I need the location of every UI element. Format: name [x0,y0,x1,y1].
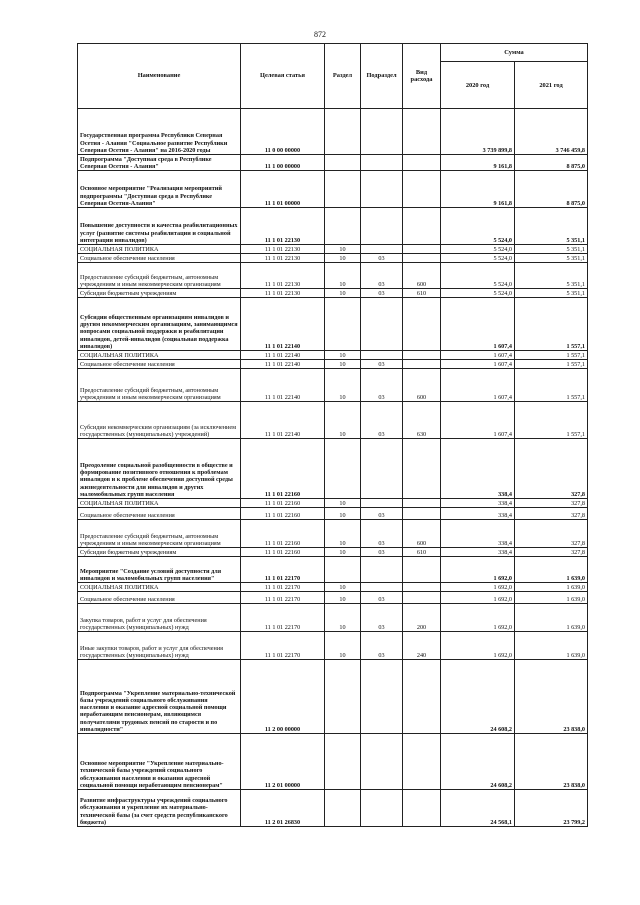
row-section [325,155,361,171]
header-year-2021: 2021 год [515,62,588,109]
row-sum-2021: 1 557,1 [515,360,588,369]
row-section [325,660,361,734]
row-target-article: 11 1 01 22140 [241,351,325,360]
row-target-article: 11 0 00 00000 [241,109,325,155]
row-name: Государственная программа Республики Северная Осетия - Алания "Социальное развитие Республики Северная Осетия - Алания" на 2016-2020 годы [78,109,241,155]
row-name: Основное мероприятие "Реализация мероприятий подпрограммы "Доступная среда в Республике Северная Осетия-Алания" [78,171,241,208]
row-sum-2020: 5 524,0 [441,245,515,254]
row-section: 10 [325,592,361,604]
row-sum-2021: 5 351,1 [515,245,588,254]
row-name: СОЦИАЛЬНАЯ ПОЛИТИКА [78,245,241,254]
row-name: Повышение доступности и качества реабилитационных услуг (развитие системы реабилитации и социальной интеграции инвалидов) [78,208,241,245]
row-name: Мероприятие "Создание условий доступности для инвалидов и маломобильных групп населения" [78,557,241,583]
row-name: Развитие инфраструктуры учреждений социального обслуживания и укрепление их материально-технической базы (за счет средств республиканского бюджета) [78,790,241,827]
row-name: Субсидии некоммерческим организациям (за исключением государственных (муниципальных) учреждений) [78,402,241,439]
row-sum-2020: 338,4 [441,499,515,508]
row-subsection [361,557,403,583]
row-sum-2021: 1 557,1 [515,351,588,360]
row-subsection [361,583,403,592]
row-sum-2020: 24 568,1 [441,790,515,827]
row-subsection: 03 [361,592,403,604]
row-sum-2021: 1 639,0 [515,557,588,583]
row-sum-2020: 1 692,0 [441,632,515,660]
row-name: Социальное обеспечение населения [78,254,241,263]
table-row [78,583,588,592]
row-expense-type [403,155,441,171]
row-expense-type [403,245,441,254]
row-section [325,439,361,499]
row-name: Субсидии бюджетным учреждениям [78,548,241,557]
row-sum-2021: 5 351,1 [515,208,588,245]
row-name: Иные закупки товаров, работ и услуг для обеспечения государственных (муниципальных) нужд [78,632,241,660]
table-row [78,208,588,245]
row-expense-type [403,171,441,208]
row-section: 10 [325,548,361,557]
row-subsection [361,109,403,155]
row-section [325,298,361,351]
table-row [78,351,588,360]
row-expense-type [403,592,441,604]
row-target-article: 11 1 01 22170 [241,557,325,583]
row-target-article: 11 1 00 00000 [241,155,325,171]
row-section: 10 [325,520,361,548]
row-expense-type [403,790,441,827]
row-subsection: 03 [361,632,403,660]
row-expense-type [403,208,441,245]
header-section: Раздел [325,44,361,109]
header-subsection: Подраздел [361,44,403,109]
row-section: 10 [325,360,361,369]
header-year-2020: 2020 год [441,62,515,109]
row-sum-2021: 327,8 [515,508,588,520]
row-subsection [361,351,403,360]
row-subsection [361,245,403,254]
row-name: Предоставление субсидий бюджетным, автономным учреждениям и иным некоммерческим организациям [78,520,241,548]
table-row [78,548,588,557]
table-body [78,109,588,827]
table-row [78,660,588,734]
row-target-article: 11 1 01 22160 [241,439,325,499]
table-row [78,499,588,508]
row-sum-2021: 5 351,1 [515,289,588,298]
table-row [78,520,588,548]
row-sum-2020: 1 607,4 [441,360,515,369]
row-section: 10 [325,508,361,520]
row-target-article: 11 1 01 00000 [241,171,325,208]
row-section: 10 [325,499,361,508]
row-subsection: 03 [361,254,403,263]
row-subsection [361,155,403,171]
row-expense-type [403,109,441,155]
row-section: 10 [325,604,361,632]
row-expense-type [403,583,441,592]
row-subsection: 03 [361,604,403,632]
row-sum-2021: 1 639,0 [515,632,588,660]
row-sum-2020: 338,4 [441,508,515,520]
row-sum-2020: 9 161,8 [441,171,515,208]
table-row [78,790,588,827]
row-sum-2020: 5 524,0 [441,289,515,298]
row-sum-2020: 1 692,0 [441,604,515,632]
row-sum-2020: 1 607,4 [441,351,515,360]
row-sum-2020: 1 692,0 [441,557,515,583]
header-target: Целевая статья [241,44,325,109]
table-row [78,508,588,520]
table-row [78,632,588,660]
table-row [78,109,588,155]
row-section: 10 [325,254,361,263]
row-sum-2020: 338,4 [441,520,515,548]
table-row [78,171,588,208]
row-section: 10 [325,245,361,254]
row-section [325,734,361,790]
row-subsection [361,790,403,827]
row-target-article: 11 1 01 22170 [241,604,325,632]
row-target-article: 11 2 00 00000 [241,660,325,734]
table-row [78,402,588,439]
row-sum-2020: 5 524,0 [441,208,515,245]
row-section: 10 [325,263,361,289]
row-sum-2021: 327,8 [515,520,588,548]
row-name: Подпрограмма "Укрепление материально-технической базы учреждений социального обслуживания населения и оказание адресной социальной помощи неработающим пенсионерам, являющимся получателями трудовых пенсий по старости и по инвалидности" [78,660,241,734]
header-sum: Сумма [441,44,588,62]
row-expense-type: 600 [403,263,441,289]
row-expense-type: 610 [403,289,441,298]
row-subsection [361,499,403,508]
row-expense-type [403,439,441,499]
row-target-article: 11 1 01 22130 [241,289,325,298]
row-sum-2020: 338,4 [441,548,515,557]
row-name: Социальное обеспечение населения [78,508,241,520]
row-target-article: 11 1 01 22130 [241,245,325,254]
row-subsection [361,439,403,499]
row-sum-2021: 3 746 459,8 [515,109,588,155]
row-name: СОЦИАЛЬНАЯ ПОЛИТИКА [78,583,241,592]
row-subsection [361,660,403,734]
row-expense-type: 600 [403,369,441,402]
row-sum-2021: 5 351,1 [515,263,588,289]
table-row [78,263,588,289]
row-expense-type [403,351,441,360]
row-target-article: 11 1 01 22160 [241,508,325,520]
row-sum-2020: 3 739 899,8 [441,109,515,155]
table-row [78,734,588,790]
row-sum-2021: 1 639,0 [515,583,588,592]
row-section: 10 [325,583,361,592]
row-expense-type [403,499,441,508]
row-name: СОЦИАЛЬНАЯ ПОЛИТИКА [78,499,241,508]
row-target-article: 11 2 01 26830 [241,790,325,827]
row-sum-2021: 23 838,0 [515,660,588,734]
row-expense-type [403,254,441,263]
row-name: СОЦИАЛЬНАЯ ПОЛИТИКА [78,351,241,360]
table-row [78,298,588,351]
row-sum-2020: 24 608,2 [441,660,515,734]
row-expense-type [403,298,441,351]
row-target-article: 11 1 01 22170 [241,583,325,592]
row-sum-2021: 8 875,0 [515,171,588,208]
header-expense-type: Вид расхода [403,44,441,109]
table-row [78,245,588,254]
table-row [78,254,588,263]
row-target-article: 11 1 01 22160 [241,499,325,508]
row-subsection: 03 [361,508,403,520]
row-expense-type [403,734,441,790]
row-sum-2021: 1 557,1 [515,402,588,439]
row-sum-2020: 5 524,0 [441,263,515,289]
row-section [325,208,361,245]
row-subsection: 03 [361,263,403,289]
row-sum-2020: 1 607,4 [441,298,515,351]
row-sum-2021: 1 639,0 [515,592,588,604]
row-subsection [361,208,403,245]
row-expense-type [403,660,441,734]
row-sum-2021: 23 799,2 [515,790,588,827]
row-target-article: 11 1 01 22170 [241,592,325,604]
row-target-article: 11 2 01 00000 [241,734,325,790]
row-name: Преодоление социальной разобщенности в обществе и формирование позитивного отношения к проблемам инвалидов и к проблеме обеспечения доступной среды жизнедеятельности для инвалидов и других маломобильных групп населения [78,439,241,499]
row-expense-type: 600 [403,520,441,548]
row-sum-2021: 327,8 [515,439,588,499]
row-name: Подпрограмма "Доступная среда в Республике Северная Осетия - Алания" [78,155,241,171]
row-expense-type: 200 [403,604,441,632]
row-sum-2020: 9 161,8 [441,155,515,171]
row-target-article: 11 1 01 22130 [241,208,325,245]
row-target-article: 11 1 01 22130 [241,263,325,289]
row-sum-2020: 1 692,0 [441,592,515,604]
row-target-article: 11 1 01 22140 [241,360,325,369]
table-row [78,155,588,171]
row-sum-2020: 1 607,4 [441,402,515,439]
table-header [78,44,588,109]
row-section [325,171,361,208]
row-target-article: 11 1 01 22140 [241,369,325,402]
row-subsection: 03 [361,289,403,298]
row-target-article: 11 1 01 22140 [241,298,325,351]
row-subsection: 03 [361,369,403,402]
row-subsection [361,298,403,351]
table-row [78,592,588,604]
row-target-article: 11 1 01 22160 [241,548,325,557]
row-sum-2020: 24 608,2 [441,734,515,790]
row-expense-type: 610 [403,548,441,557]
row-name: Предоставление субсидий бюджетным, автономным учреждениям и иным некоммерческим организациям [78,263,241,289]
table-row [78,369,588,402]
row-sum-2020: 1 607,4 [441,369,515,402]
budget-table [77,43,588,827]
row-sum-2021: 327,8 [515,548,588,557]
row-subsection: 03 [361,360,403,369]
row-expense-type [403,557,441,583]
row-sum-2021: 8 875,0 [515,155,588,171]
row-subsection: 03 [361,548,403,557]
row-name: Социальное обеспечение населения [78,360,241,369]
row-target-article: 11 1 01 22140 [241,402,325,439]
row-subsection [361,171,403,208]
row-name: Субсидии бюджетным учреждениям [78,289,241,298]
row-subsection: 03 [361,520,403,548]
row-section: 10 [325,402,361,439]
row-sum-2020: 5 524,0 [441,254,515,263]
row-expense-type [403,360,441,369]
row-sum-2021: 5 351,1 [515,254,588,263]
row-target-article: 11 1 01 22170 [241,632,325,660]
row-sum-2021: 327,8 [515,499,588,508]
row-sum-2020: 1 692,0 [441,583,515,592]
table-row [78,557,588,583]
row-expense-type: 240 [403,632,441,660]
row-sum-2021: 23 838,0 [515,734,588,790]
row-name: Социальное обеспечение населения [78,592,241,604]
row-name: Предоставление субсидий бюджетным, автономным учреждениям и иным некоммерческим организациям [78,369,241,402]
row-expense-type [403,508,441,520]
row-sum-2021: 1 639,0 [515,604,588,632]
row-subsection [361,734,403,790]
row-section: 10 [325,351,361,360]
row-sum-2020: 338,4 [441,439,515,499]
row-section: 10 [325,369,361,402]
page-number: 872 [314,30,326,39]
table-row [78,360,588,369]
row-name: Закупка товаров, работ и услуг для обеспечения государственных (муниципальных) нужд [78,604,241,632]
row-section: 10 [325,289,361,298]
row-sum-2021: 1 557,1 [515,369,588,402]
row-section [325,109,361,155]
row-subsection: 03 [361,402,403,439]
row-expense-type: 630 [403,402,441,439]
row-section [325,557,361,583]
row-sum-2021: 1 557,1 [515,298,588,351]
header-name: Наименование [78,44,241,109]
row-target-article: 11 1 01 22160 [241,520,325,548]
table-row [78,289,588,298]
table-row [78,604,588,632]
table-row [78,439,588,499]
row-section [325,790,361,827]
row-section: 10 [325,632,361,660]
row-name: Субсидии общественным организациям инвалидов и другим некоммерческим организациям, занимающимся вопросами социальной поддержки и реабилитации инвалидов, детей-инвалидов (социальная поддержка инвалидов) [78,298,241,351]
row-name: Основное мероприятие "Укрепление материально-технической базы учреждений социального обслуживания населения и оказания адресной социальной помощи неработающим пенсионерам" [78,734,241,790]
row-target-article: 11 1 01 22130 [241,254,325,263]
